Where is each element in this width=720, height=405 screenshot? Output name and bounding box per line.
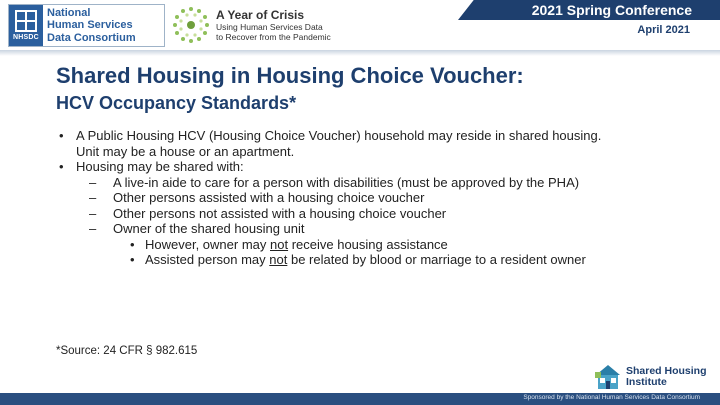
nhsdc-line-3: Data Consortium xyxy=(47,31,136,44)
dash-icon: – xyxy=(89,221,97,236)
sub-bullet-text: Other persons assisted with a housing choice voucher xyxy=(113,190,425,205)
dash-icon: – xyxy=(89,174,97,190)
bullet-item xyxy=(56,159,616,175)
starburst-icon xyxy=(168,4,214,46)
bullet-list xyxy=(56,128,616,268)
sub-bullet-item xyxy=(56,190,616,206)
event-title: A Year of Crisis xyxy=(216,7,305,22)
text-after: be related by blood or marriage to a resident owner xyxy=(287,252,586,267)
bullet-dot-icon: • xyxy=(130,236,135,252)
slide-footer xyxy=(0,393,720,405)
slide-header xyxy=(0,0,720,50)
event-subtitle-line-2: to Recover from the Pandemic xyxy=(216,31,331,42)
conference-date: April 2021 xyxy=(637,24,690,36)
nhsdc-line-2: Human Services xyxy=(47,19,133,32)
header-divider xyxy=(0,50,720,56)
dash-icon: – xyxy=(89,205,97,221)
sub-bullet-item xyxy=(56,221,616,237)
sub-sub-bullet-item xyxy=(56,252,616,268)
shi-line-2: Institute xyxy=(626,376,667,388)
slide-subtitle: HCV Occupancy Standards* xyxy=(56,93,297,113)
nhsdc-abbr: NHSDC xyxy=(13,34,39,41)
shi-line-1: Shared Housing xyxy=(626,365,707,377)
sub-bullet-item xyxy=(56,206,616,222)
sub-bullet-item xyxy=(56,175,616,191)
shared-housing-institute-logo xyxy=(594,362,716,392)
bullet-dot-icon: • xyxy=(130,252,135,267)
bullet-text: A Public Housing HCV (Housing Choice Voucher) household may reside in shared housing. Unit may be a house or an apartment. xyxy=(76,128,602,159)
event-logo xyxy=(168,3,458,47)
event-subtitle-line-1: Using Human Services Data xyxy=(216,21,323,32)
emphasis-not: not xyxy=(270,236,289,252)
dash-icon: – xyxy=(89,190,97,205)
slide-title: Shared Housing in Housing Choice Voucher: xyxy=(56,63,524,88)
conference-banner xyxy=(458,0,720,50)
nhsdc-logo xyxy=(8,4,165,47)
footer-sponsor-text: Sponsored by the National Human Services Data Consortium xyxy=(523,394,700,401)
sub-sub-bullet-item xyxy=(56,237,616,253)
text-before: Assisted person may xyxy=(145,252,270,267)
source-citation: *Source: 24 CFR § 982.615 xyxy=(56,345,198,357)
sub-bullet-text: Owner of the shared housing unit xyxy=(113,221,305,236)
nhsdc-logo-icon xyxy=(9,5,43,46)
bullet-dot-icon: • xyxy=(59,159,64,174)
text-before: However, owner may xyxy=(145,236,270,252)
house-icon xyxy=(594,363,622,391)
bullet-dot-icon: • xyxy=(59,128,64,143)
emphasis-not: not xyxy=(269,252,288,267)
sub-bullet-text: Other persons not assisted with a housing choice voucher xyxy=(113,205,447,221)
bullet-item xyxy=(56,128,616,159)
conference-title: 2021 Spring Conference xyxy=(531,2,692,18)
sub-bullet-text: A live-in aide to care for a person with disabilities (must be approved by the PHA) xyxy=(113,174,580,190)
bullet-text: Housing may be shared with: xyxy=(76,159,244,174)
nhsdc-line-1: National xyxy=(47,6,91,19)
text-after: receive housing assistance xyxy=(288,236,448,252)
